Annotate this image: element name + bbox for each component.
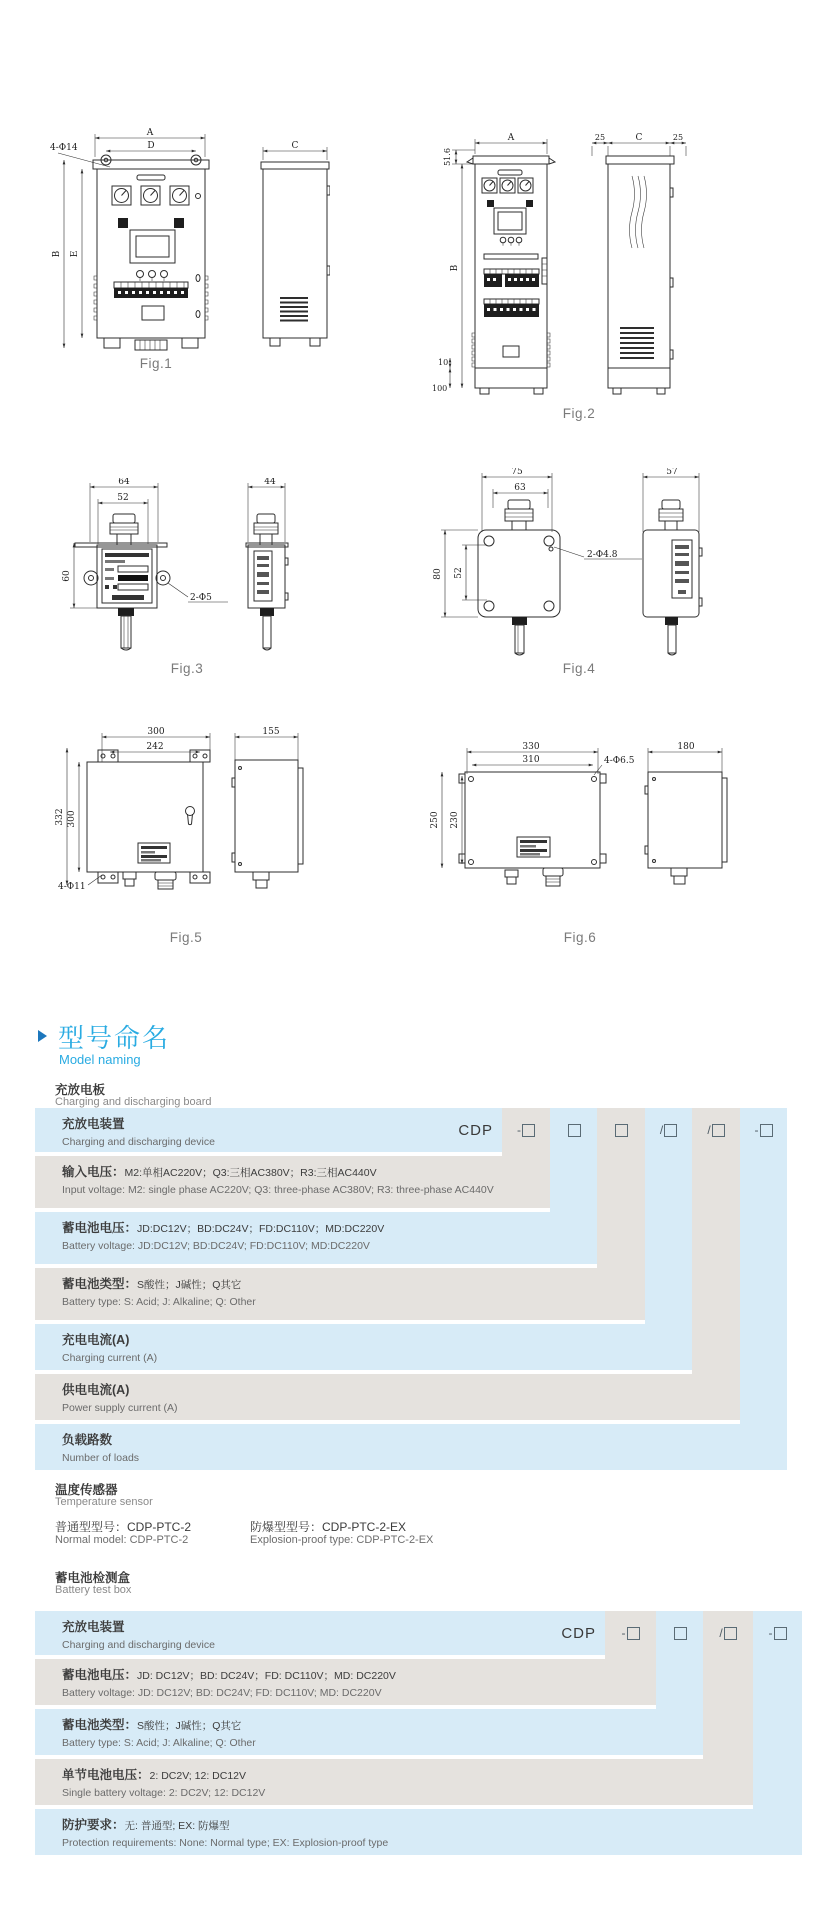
fig5-dim-242: 242: [146, 742, 164, 752]
section-bullet-icon: [38, 1030, 47, 1042]
fig1-dim-b: B: [52, 250, 62, 258]
row-desc-cn: JD:DC12V；BD:DC24V；FD:DC110V；MD:DC220V: [137, 1223, 385, 1235]
code-placeholder-box: [674, 1627, 687, 1640]
row-label-cn: 充电电流(A): [62, 1333, 130, 1347]
row-label-en: Number of loads: [62, 1452, 140, 1464]
fig2-dim-25r: 25: [672, 133, 684, 142]
code-placeholder-box: [522, 1124, 535, 1137]
fig6-dim-250: 250: [430, 811, 440, 829]
fig4-caption: Fig.4: [562, 661, 596, 676]
code-placeholder-box: [664, 1124, 677, 1137]
fig5-dim-300l: 300: [67, 810, 77, 828]
row-label-en: Charging and discharging device: [62, 1639, 215, 1651]
row-label-en: Power supply current (A): [62, 1402, 178, 1414]
row-label-en: Battery type: S: Acid; J: Alkaline; Q: Other: [62, 1296, 256, 1308]
code-placeholder-box: [627, 1627, 640, 1640]
row-label-en: Battery voltage: JD:DC12V; BD:DC24V; FD:DC110V; MD:DC220V: [62, 1240, 370, 1252]
sensor-explosion-cn: 防爆型型号：CDP-PTC-2-EX: [250, 1520, 407, 1534]
row-label-en: Charging and discharging device: [62, 1136, 215, 1148]
code-placeholder-box: [774, 1627, 787, 1640]
row-label-en: Battery voltage: JD: DC12V; BD: DC24V; FD: DC110V; MD: DC220V: [62, 1687, 382, 1699]
row-label-cn: 防护要求：: [62, 1818, 125, 1832]
fig1-drawing: [30, 126, 330, 362]
code-column-stripe: [740, 1108, 787, 1424]
fig2-dim-c: C: [635, 133, 643, 143]
table-row: [35, 1424, 787, 1470]
fig3-dim-64: 64: [118, 478, 130, 487]
fig6-hole-note: 4-Φ6.5: [604, 756, 635, 766]
model-code-box: [597, 1108, 645, 1152]
row-desc-cn: S酸性；J碱性；Q其它: [137, 1720, 242, 1732]
fig4-side-view: [643, 468, 702, 655]
fig1-front-view: [50, 128, 209, 350]
table-row: [35, 1659, 656, 1705]
model-code-box: [502, 1108, 550, 1152]
fig5-dim-300t: 300: [147, 727, 165, 737]
fig6-dim-230: 230: [450, 811, 460, 829]
fig3-dim-44: 44: [264, 478, 276, 487]
sensor-normal-cn: 普通型型号：CDP-PTC-2: [55, 1520, 192, 1534]
table-row: [35, 1709, 703, 1755]
row-desc-cn: 无: 普通型; EX: 防爆型: [124, 1820, 230, 1832]
code-prefix: /: [719, 1626, 723, 1640]
sensor-title-en: Temperature sensor: [55, 1496, 153, 1508]
sensor-normal-en: Normal model: CDP-PTC-2: [55, 1534, 189, 1546]
fig5-drawing: [38, 718, 338, 903]
table-row: [35, 1374, 740, 1420]
code-placeholder-box: [568, 1124, 581, 1137]
fig2-side-view: [592, 133, 686, 394]
sensor-title-cn: 温度传感器: [55, 1483, 118, 1497]
code-prefix: /: [707, 1123, 711, 1137]
fig2-drawing: [430, 128, 710, 400]
code-prefix: -: [517, 1123, 521, 1137]
fig2-dim-25l: 25: [594, 133, 606, 142]
model-code-box: [703, 1611, 753, 1655]
code-prefix: -: [621, 1626, 626, 1640]
row-label-cn: 充放电装置: [62, 1117, 125, 1131]
fig5-dim-332: 332: [55, 808, 65, 826]
fig2-dim-a: A: [507, 133, 515, 143]
table-row: [35, 1324, 692, 1370]
fig2-dim-b: B: [450, 264, 460, 272]
fig5-side-view: [232, 727, 303, 888]
row-label-cn: 充放电装置: [62, 1620, 125, 1634]
board-title-cn: 充放电板: [55, 1083, 106, 1097]
fig5-hole-note: 4-Φ11: [58, 882, 86, 892]
fig4-front-view: [433, 468, 642, 655]
fig6-dim-330: 330: [522, 742, 540, 752]
sensor-explosion-en: Explosion-proof type: CDP-PTC-2-EX: [250, 1534, 434, 1546]
fig4-dim-63: 63: [514, 483, 526, 493]
fig2-dim-10: 10: [438, 358, 449, 367]
fig6-drawing: [428, 738, 778, 903]
model-prefix: CDP: [561, 1624, 596, 1642]
fig6-caption: Fig.6: [563, 930, 597, 945]
fig3-dim-52: 52: [117, 493, 129, 503]
row-label-en: Charging current (A): [62, 1352, 158, 1364]
code-prefix: -: [768, 1626, 773, 1640]
code-placeholder-box: [760, 1124, 773, 1137]
code-prefix: /: [659, 1123, 664, 1137]
board-title-en: Charging and discharging board: [55, 1096, 212, 1108]
model-code-box: [645, 1108, 692, 1152]
model-prefix: CDP: [458, 1121, 493, 1139]
row-label-cn: 供电电流(A): [62, 1383, 130, 1397]
fig1-dim-e: E: [70, 250, 80, 258]
row-desc-cn: S酸性；J碱性；Q其它: [137, 1279, 242, 1291]
model-table-1: [35, 1108, 787, 1470]
code-prefix: -: [754, 1123, 759, 1137]
row-label-cn: 蓄电池电压：: [62, 1221, 138, 1235]
row-label-cn: 蓄电池类型：: [62, 1277, 138, 1291]
code-placeholder-box: [615, 1124, 628, 1137]
table-row: [35, 1759, 753, 1805]
row-label-cn: 蓄电池类型：: [62, 1718, 138, 1732]
row-label-en: Input voltage: M2: single phase AC220V; Q3: three-phase AC380V; R3: three-phase AC440V: [62, 1184, 494, 1196]
row-label-cn: 输入电压：: [62, 1165, 125, 1179]
fig6-side-view: [645, 742, 727, 884]
model-code-box: [605, 1611, 656, 1655]
fig1-dim-d: D: [147, 141, 155, 151]
fig3-caption: Fig.3: [170, 661, 204, 676]
row-desc-cn: JD: DC12V；BD: DC24V；FD: DC110V；MD: DC220V: [137, 1670, 396, 1682]
fig2-dim-516: 51.6: [443, 148, 452, 166]
table-row: [35, 1611, 605, 1655]
row-label-en: Protection requirements: None: Normal type; EX: Explosion-proof type: [62, 1837, 389, 1849]
fig5-caption: Fig.5: [169, 930, 203, 945]
table-row: [35, 1268, 645, 1320]
fig1-hole-note: 4-Φ14: [50, 143, 78, 153]
row-label-cn: 蓄电池电压：: [62, 1668, 138, 1682]
fig1-side-view: [261, 141, 330, 346]
fig2-front-view: [432, 133, 555, 394]
model-code-box: [740, 1108, 787, 1152]
fig6-dim-180: 180: [677, 742, 695, 752]
fig3-dim-60: 60: [62, 570, 72, 582]
fig1-caption: Fig.1: [139, 356, 173, 371]
fig4-dim-75: 75: [511, 468, 523, 477]
table-row: [35, 1212, 597, 1264]
fig2-dim-100: 100: [432, 384, 448, 393]
fig5-dim-155: 155: [262, 727, 280, 737]
fig5-front-view: [55, 727, 210, 892]
fig1-dim-a: A: [146, 128, 154, 138]
model-code-box: [656, 1611, 703, 1655]
fig3-hole-note: 2-Φ5: [190, 593, 212, 603]
fig1-dim-c: C: [291, 141, 299, 151]
model-code-box: [550, 1108, 597, 1152]
fig4-hole-note: 2-Φ4.8: [587, 550, 618, 560]
fig3-drawing: [58, 478, 308, 673]
table-row: [35, 1809, 802, 1855]
model-code-box: [692, 1108, 740, 1152]
section-title-en: Model naming: [59, 1052, 141, 1067]
fig3-side-view: [246, 478, 288, 650]
row-label-en: Battery type: S: Acid; J: Alkaline; Q: Other: [62, 1737, 256, 1749]
table-row: [35, 1156, 550, 1208]
row-desc-cn: M2:单相AC220V；Q3:三相AC380V；R3:三相AC440V: [124, 1167, 377, 1179]
fig6-dim-310: 310: [522, 755, 540, 765]
row-label-en: Single battery voltage: 2: DC2V; 12: DC12V: [62, 1787, 266, 1799]
row-label-cn: 单节电池电压：: [62, 1768, 150, 1782]
fig4-dim-57: 57: [666, 468, 678, 477]
fig2-caption: Fig.2: [562, 406, 596, 421]
testbox-title-en: Battery test box: [55, 1584, 132, 1596]
fig4-dim-80: 80: [433, 568, 443, 580]
fig6-front-view: [430, 742, 635, 886]
table-row: [35, 1108, 502, 1152]
row-label-cn: 负载路数: [62, 1433, 113, 1447]
testbox-title-cn: 蓄电池检测盒: [55, 1571, 131, 1585]
code-placeholder-box: [712, 1124, 725, 1137]
model-code-box: [753, 1611, 802, 1655]
model-table-2: [35, 1611, 802, 1855]
section-title-cn: 型号命名: [58, 1023, 171, 1053]
code-placeholder-box: [724, 1627, 737, 1640]
row-desc-cn: 2: DC2V; 12: DC12V: [149, 1770, 247, 1782]
fig4-dim-52: 52: [454, 567, 464, 579]
fig3-front-view: [62, 478, 228, 650]
fig4-drawing: [432, 468, 732, 668]
